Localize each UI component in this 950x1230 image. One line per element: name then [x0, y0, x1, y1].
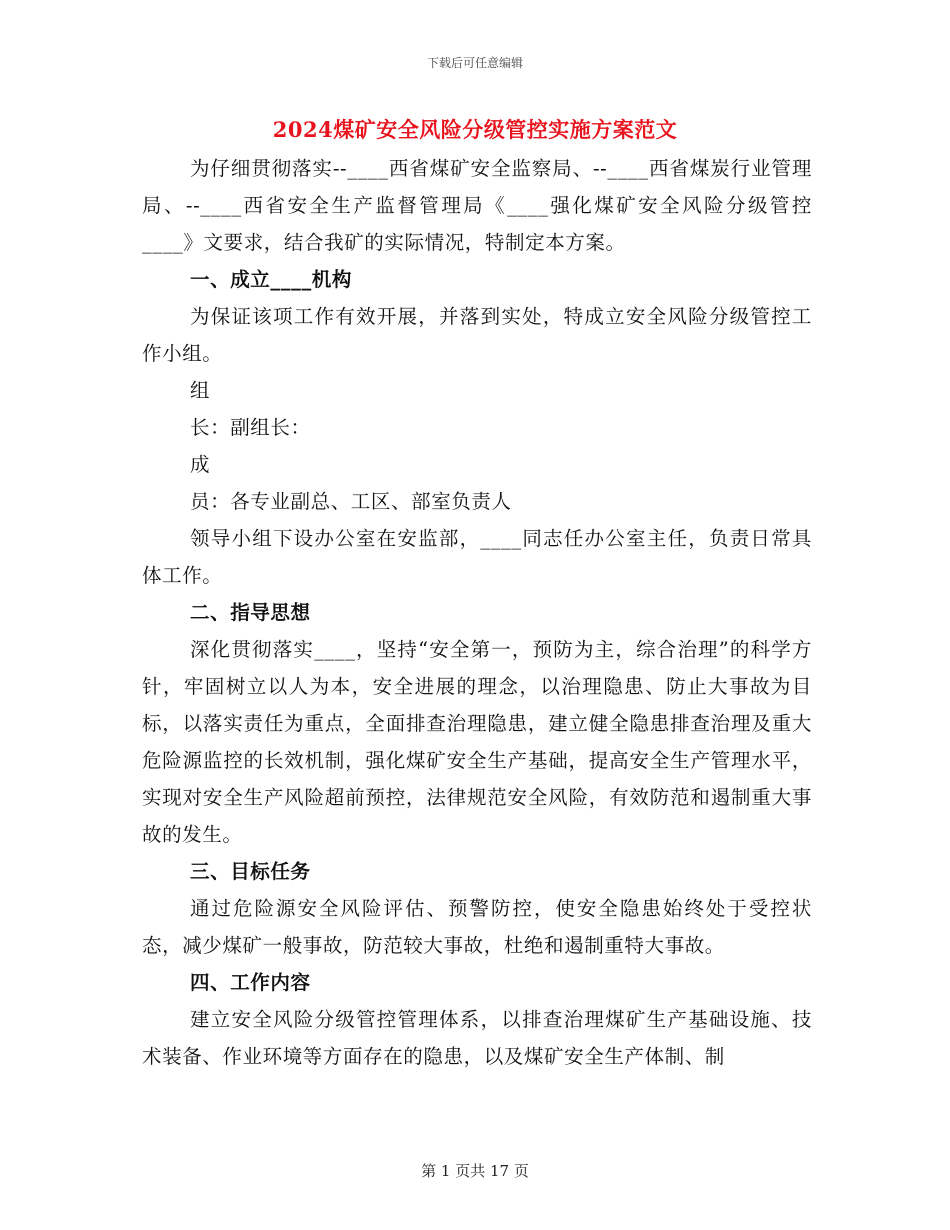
document-body	[142, 150, 812, 1075]
paragraph: 通过危险源安全风险评估、预警防控，使安全隐患始终处于受控状态，减少煤矿一般事故，防范较大事故，杜绝和遏制重特大事故。	[142, 897, 812, 957]
paragraph: 组	[190, 379, 211, 402]
paragraph: 为保证该项工作有效开展，并落到实处，特成立安全风险分级管控工作小组。	[142, 305, 812, 365]
paragraph: 成	[190, 453, 211, 476]
section-heading: 四、工作内容	[190, 971, 311, 994]
page-footer: 第 1 页共 17 页	[421, 1162, 529, 1180]
paragraph: 深化贯彻落实____，坚持“安全第一，预防为主，综合治理”的科学方针，牢固树立以人为本，安全进展的理念，以治理隐患、防止大事故为目标，以落实责任为重点，全面排查治理隐患，建立健全隐患排查治理及重大危险源监控的长效机制，强化煤矿安全生产基础，提高安全生产管理水平，实现对安全生产风险超前预控，法律规范安全风险，有效防范和遏制重大事故的发生。	[142, 638, 812, 846]
document-title: 2024煤矿安全风险分级管控实施方案范文	[272, 117, 678, 142]
paragraph: 员：各专业副总、工区、部室负责人	[190, 490, 512, 513]
section-heading: 一、成立____机构	[190, 268, 352, 291]
section-heading: 三、目标任务	[190, 860, 311, 883]
paragraph: 建立安全风险分级管控管理体系，以排查治理煤矿生产基础设施、技术装备、作业环境等方面存在的隐患，以及煤矿安全生产体制、制	[142, 1008, 812, 1068]
paragraph: 为仔细贯彻落实--____西省煤矿安全监察局、--____西省煤炭行业管理局、--____西省安全生产监督管理局《____强化煤矿安全风险分级管控____》文要求，结合我矿的实际情况，特制定本方案。	[142, 157, 812, 254]
header-note: 下载后可任意编辑	[426, 56, 523, 70]
section-heading: 二、指导思想	[190, 601, 311, 624]
paragraph: 领导小组下设办公室在安监部，____同志任办公室主任，负责日常具体工作。	[142, 527, 812, 587]
paragraph: 长：副组长：	[190, 416, 311, 439]
